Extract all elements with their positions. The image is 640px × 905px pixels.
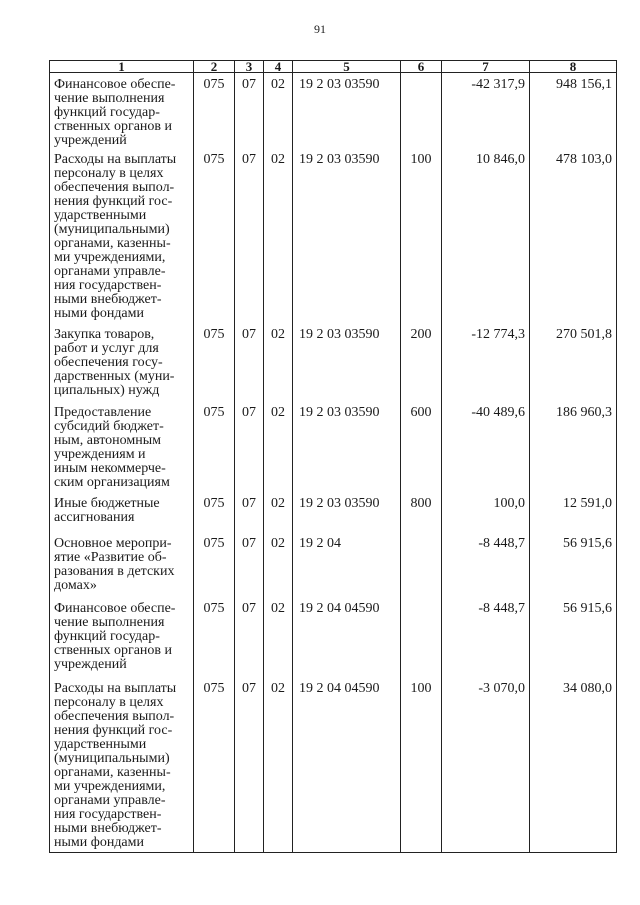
row-target-article: 19 2 03 03590	[293, 323, 401, 401]
row-change-amount: -3 070,0	[442, 677, 530, 852]
row-section: 07	[235, 73, 264, 149]
row-total-amount: 34 080,0	[530, 677, 617, 852]
row-target-article: 19 2 04 04590	[293, 597, 401, 677]
table-row	[50, 401, 617, 492]
row-name: Расходы на выплаты персоналу в целях обеспечения выпол- нения функций гос- ударственными (муниципальными) органами, казенны- ми учреждениями, органами управле- ния государствен- ными внебюджет- ными фондами	[50, 148, 194, 323]
table-row	[50, 532, 617, 597]
row-expense-type: 200	[401, 323, 442, 401]
row-name: Основное меропри- ятие «Развитие об- разования в детских домах»	[50, 532, 194, 597]
row-name: Финансовое обеспе- чение выполнения функций государ- ственных органов и учреждений	[50, 597, 194, 677]
header-col-4: 4	[264, 61, 293, 73]
row-ministry-code: 075	[194, 148, 235, 323]
row-subsection: 02	[264, 73, 293, 149]
row-section: 07	[235, 597, 264, 677]
row-target-article: 19 2 04 04590	[293, 677, 401, 852]
row-subsection: 02	[264, 597, 293, 677]
row-change-amount: -12 774,3	[442, 323, 530, 401]
header-col-3: 3	[235, 61, 264, 73]
row-change-amount: 10 846,0	[442, 148, 530, 323]
row-subsection: 02	[264, 532, 293, 597]
header-col-8: 8	[530, 61, 617, 73]
row-section: 07	[235, 401, 264, 492]
row-section: 07	[235, 677, 264, 852]
row-ministry-code: 075	[194, 73, 235, 149]
table-row	[50, 492, 617, 532]
row-expense-type: 100	[401, 148, 442, 323]
header-col-2: 2	[194, 61, 235, 73]
row-expense-type	[401, 597, 442, 677]
row-subsection: 02	[264, 148, 293, 323]
table-row	[50, 148, 617, 323]
row-name: Иные бюджетные ассигнования	[50, 492, 194, 532]
row-ministry-code: 075	[194, 677, 235, 852]
row-subsection: 02	[264, 677, 293, 852]
row-change-amount: -40 489,6	[442, 401, 530, 492]
row-target-article: 19 2 04	[293, 532, 401, 597]
header-col-5: 5	[293, 61, 401, 73]
page-number: 91	[314, 22, 326, 36]
row-ministry-code: 075	[194, 401, 235, 492]
row-section: 07	[235, 532, 264, 597]
table-row	[50, 323, 617, 401]
table-row	[50, 677, 617, 852]
row-name: Закупка товаров, работ и услуг для обеспечения госу- дарственных (муни- ципальных) нужд	[50, 323, 194, 401]
row-target-article: 19 2 03 03590	[293, 401, 401, 492]
row-total-amount: 478 103,0	[530, 148, 617, 323]
row-target-article: 19 2 03 03590	[293, 492, 401, 532]
header-col-6: 6	[401, 61, 442, 73]
row-expense-type	[401, 73, 442, 149]
row-change-amount: -42 317,9	[442, 73, 530, 149]
budget-table	[49, 60, 617, 853]
row-change-amount: 100,0	[442, 492, 530, 532]
row-subsection: 02	[264, 492, 293, 532]
table-row	[50, 597, 617, 677]
header-col-1: 1	[50, 61, 194, 73]
table-header-row	[50, 61, 617, 73]
row-change-amount: -8 448,7	[442, 597, 530, 677]
row-section: 07	[235, 323, 264, 401]
row-expense-type: 100	[401, 677, 442, 852]
row-name: Расходы на выплаты персоналу в целях обеспечения выпол- нения функций гос- ударственными (муниципальными) органами, казенны- ми учреждениями, органами управле- ния государствен- ными внебюджет- ными фондами	[50, 677, 194, 852]
row-ministry-code: 075	[194, 532, 235, 597]
row-subsection: 02	[264, 323, 293, 401]
row-expense-type: 800	[401, 492, 442, 532]
row-change-amount: -8 448,7	[442, 532, 530, 597]
row-total-amount: 270 501,8	[530, 323, 617, 401]
row-total-amount: 948 156,1	[530, 73, 617, 149]
row-total-amount: 186 960,3	[530, 401, 617, 492]
table-row	[50, 73, 617, 149]
row-expense-type	[401, 532, 442, 597]
row-total-amount: 56 915,6	[530, 597, 617, 677]
header-col-7: 7	[442, 61, 530, 73]
row-target-article: 19 2 03 03590	[293, 148, 401, 323]
row-target-article: 19 2 03 03590	[293, 73, 401, 149]
row-ministry-code: 075	[194, 492, 235, 532]
row-expense-type: 600	[401, 401, 442, 492]
row-name: Предоставление субсидий бюджет- ным, автономным учреждениям и иным некоммерче- ским организациям	[50, 401, 194, 492]
row-section: 07	[235, 492, 264, 532]
row-section: 07	[235, 148, 264, 323]
row-total-amount: 56 915,6	[530, 532, 617, 597]
row-ministry-code: 075	[194, 597, 235, 677]
row-ministry-code: 075	[194, 323, 235, 401]
row-subsection: 02	[264, 401, 293, 492]
row-total-amount: 12 591,0	[530, 492, 617, 532]
row-name: Финансовое обеспе- чение выполнения функций государ- ственных органов и учреждений	[50, 73, 194, 149]
